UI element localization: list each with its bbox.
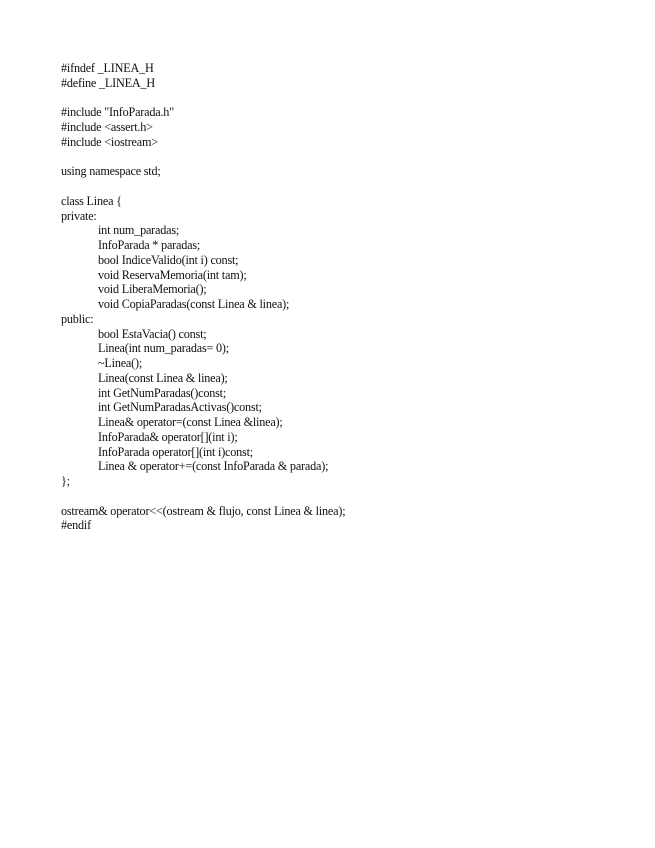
code-line: #ifndef _LINEA_H [61,61,154,75]
code-line: #include "InfoParada.h" [61,105,174,120]
code-line: #define _LINEA_H [61,75,155,90]
code-line: int GetNumParadas()const; [98,385,227,400]
code-line: bool IndiceValido(int i) const; [98,252,239,267]
code-line: int GetNumParadasActivas()const; [98,400,262,415]
code-line: ostream& operator<<(ostream & flujo, const Linea & linea); [61,503,346,518]
code-line: ~Linea(); [98,356,143,370]
code-line [61,489,345,504]
code-line: void CopiaParadas(const Linea & linea); [98,297,290,311]
code-line: int num_paradas; [98,223,180,238]
code-line: InfoParada operator[](int i)const; [98,444,253,459]
code-line: private: [61,208,97,223]
code-line: using namespace std; [61,164,161,179]
code-line: InfoParada& operator[](int i); [98,429,238,444]
code-line: Linea& operator=(const Linea &linea); [98,415,283,429]
code-block [61,61,345,533]
code-line: }; [61,474,70,488]
code-line: Linea & operator+=(const InfoParada & parada); [98,459,329,474]
code-line: bool EstaVacia() const; [98,326,207,341]
code-line: #include <iostream> [61,134,158,149]
code-line: Linea(const Linea & linea); [98,370,228,385]
code-line: class Linea { [61,193,122,208]
code-line: void ReservaMemoria(int tam); [98,267,247,282]
code-line [61,91,345,106]
code-line: #endif [61,518,91,533]
code-line: #include <assert.h> [61,120,153,134]
code-line: InfoParada * paradas; [98,238,201,252]
code-line: Linea(int num_paradas= 0); [98,341,229,356]
code-line [61,179,345,194]
code-line [61,150,345,165]
code-line: void LiberaMemoria(); [98,282,207,297]
code-line: public: [61,311,94,326]
